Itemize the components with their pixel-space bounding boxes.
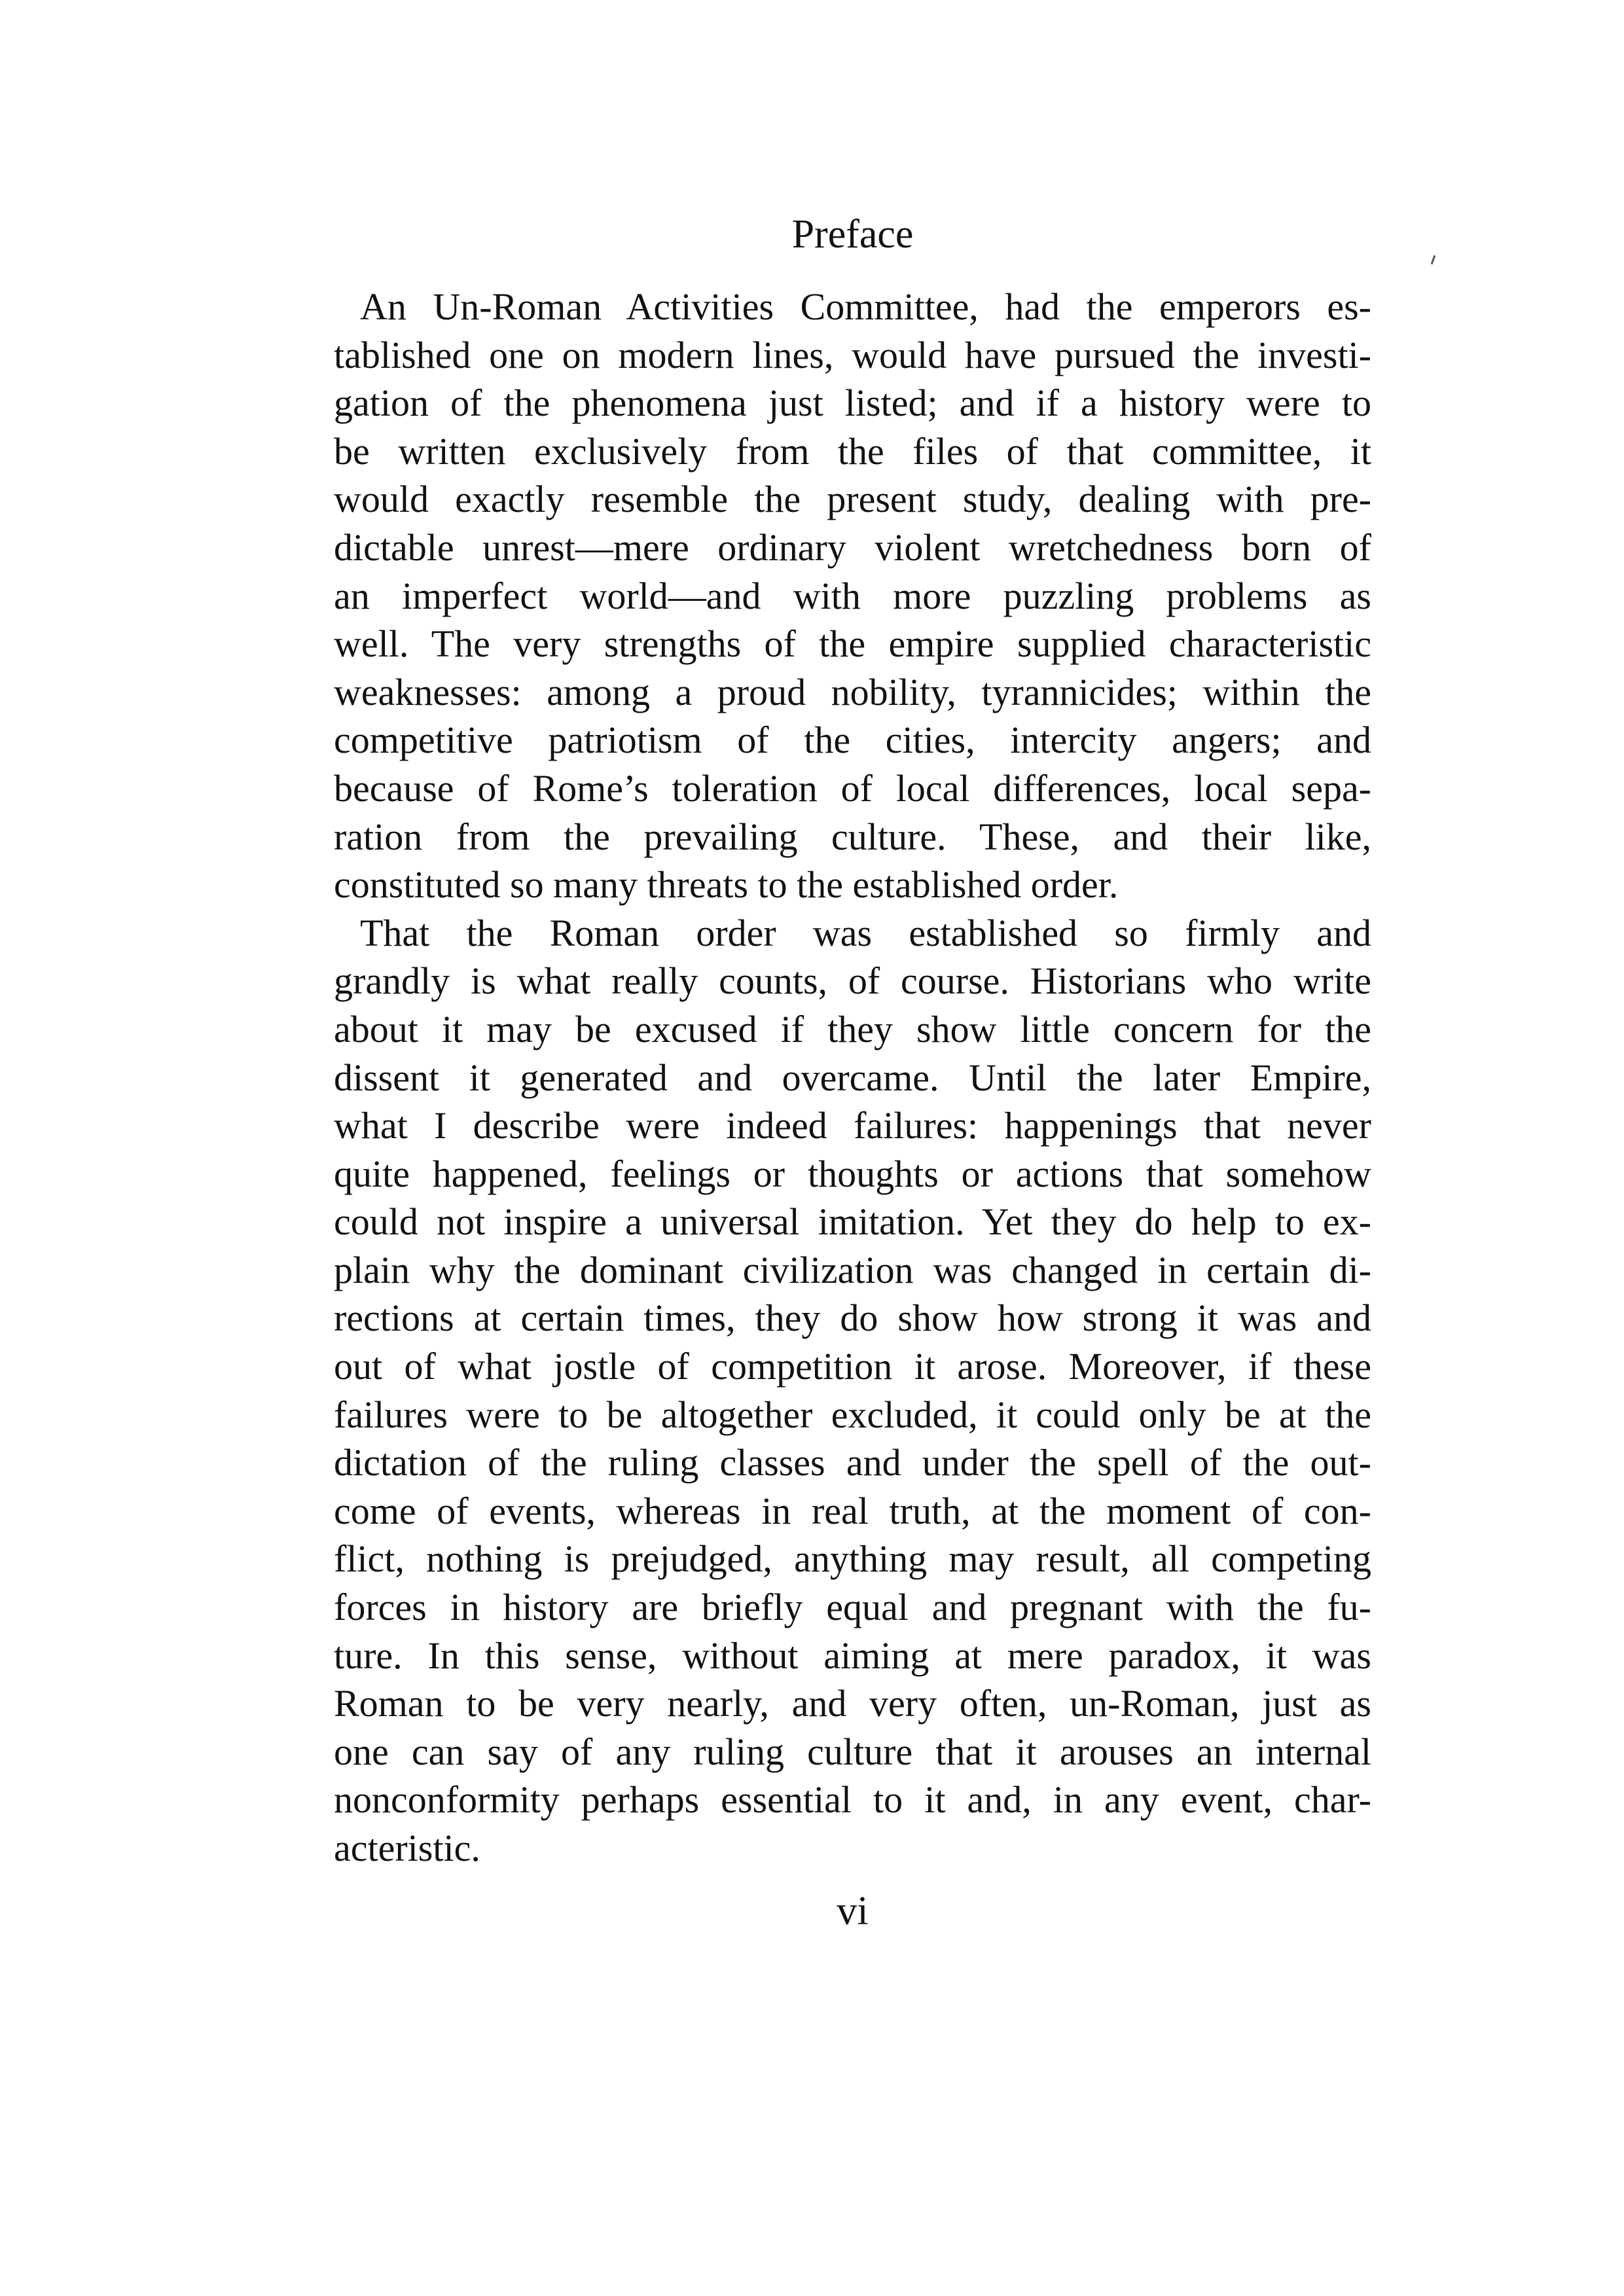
- text-line: forces in history are briefly equal and pregnant with the fu-: [334, 1586, 1371, 1629]
- text-line: about it may be excused if they show little concern for the: [334, 1007, 1371, 1050]
- running-head: Preface: [791, 212, 914, 257]
- body-text: [334, 283, 1371, 1873]
- text-line: plain why the dominant civilization was changed in certain di-: [334, 1248, 1371, 1291]
- text-line: well. The very strengths of the empire supplied characteristic: [334, 622, 1371, 666]
- text-line: nonconformity perhaps essential to it and, in any event, char-: [334, 1778, 1371, 1821]
- text-line: dictable unrest—mere ordinary violent wretchedness born of: [334, 526, 1371, 569]
- text-line: competitive patriotism of the cities, intercity angers; and: [334, 719, 1371, 762]
- text-line: an imperfect world—and with more puzzling problems as: [334, 574, 1371, 617]
- text-line: would exactly resemble the present study, dealing with pre-: [334, 478, 1371, 521]
- text-line: quite happened, feelings or thoughts or actions that somehow: [334, 1152, 1371, 1195]
- text-line: what I describe were indeed failures: happenings that never: [334, 1104, 1371, 1147]
- text-line: That the Roman order was established so firmly and: [360, 911, 1371, 954]
- text-line: tablished one on modern lines, would have pursued the investi-: [334, 333, 1371, 376]
- text-line: grandly is what really counts, of course. Historians who write: [334, 960, 1371, 1003]
- text-line: come of events, whereas in real truth, at the moment of con-: [334, 1489, 1371, 1532]
- text-line: ration from the prevailing culture. These, and their like,: [334, 815, 1371, 858]
- text-line: constituted so many threats to the established order.: [334, 863, 1119, 906]
- text-line: be written exclusively from the files of that committee, it: [334, 429, 1371, 473]
- text-line: rections at certain times, they do show how strong it was and: [334, 1297, 1371, 1340]
- text-line: An Un-Roman Activities Committee, had the emperors es-: [360, 285, 1371, 328]
- text-line: could not inspire a universal imitation. Yet they do help to ex-: [334, 1200, 1371, 1244]
- text-line: dictation of the ruling classes and under the spell of the out-: [334, 1441, 1371, 1484]
- text-line: weaknesses: among a proud nobility, tyrannicides; within the: [334, 670, 1371, 713]
- text-line: failures were to be altogether excluded, it could only be at the: [334, 1393, 1371, 1436]
- text-line: Roman to be very nearly, and very often, un-Roman, just as: [334, 1682, 1371, 1725]
- ink-speck: [1431, 255, 1436, 264]
- paragraph-2: [334, 909, 1371, 1873]
- text-line: acteristic.: [334, 1827, 480, 1869]
- text-line: gation of the phenomena just listed; and if a history were to: [334, 382, 1371, 425]
- text-line: dissent it generated and overcame. Until the later Empire,: [334, 1056, 1371, 1099]
- text-line: because of Rome’s toleration of local differences, local sepa-: [334, 766, 1371, 810]
- text-line: out of what jostle of competition it arose. Moreover, if these: [334, 1345, 1371, 1388]
- page-number: vi: [837, 1889, 869, 1933]
- text-line: flict, nothing is prejudged, anything may result, all competing: [334, 1537, 1371, 1581]
- text-line: one can say of any ruling culture that it arouses an internal: [334, 1730, 1371, 1773]
- paragraph-1: [334, 283, 1371, 909]
- text-line: ture. In this sense, without aiming at mere paradox, it was: [334, 1634, 1371, 1677]
